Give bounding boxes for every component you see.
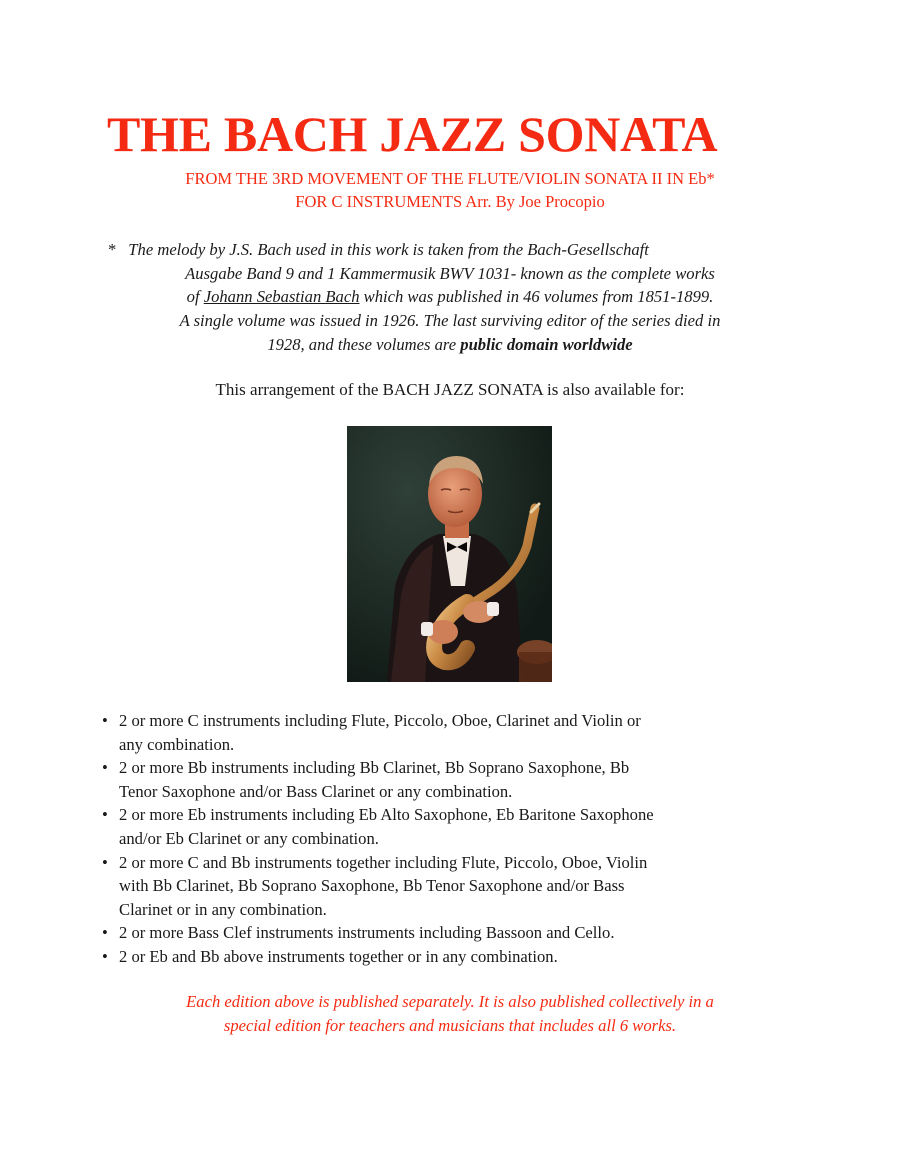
- availability-intro: This arrangement of the BACH JAZZ SONATA is also available for:: [215, 380, 685, 399]
- bullet-marker: •: [102, 758, 108, 778]
- bullet-marker: •: [102, 711, 108, 730]
- bullet-marker: •: [102, 852, 108, 872]
- list-item-line: Clarinet or in any combination.: [119, 899, 327, 919]
- list-item-line: any combination.: [119, 734, 235, 754]
- list-item: [100, 851, 800, 922]
- source-note: [100, 238, 800, 357]
- note-line-3: [100, 285, 800, 309]
- list-item-line: 2 or more C instruments including Flute, Piccolo, Oboe, Clarinet and Violin or: [119, 711, 641, 730]
- list-item-line: Tenor Saxophone and/or Bass Clarinet or any combination.: [119, 781, 513, 801]
- list-item-line: 2 or more C and Bb instruments together including Flute, Piccolo, Oboe, Violin: [119, 852, 648, 872]
- list-item-line: 2 or more Bb instruments including Bb Clarinet, Bb Soprano Saxophone, Bb: [119, 758, 630, 778]
- bullet-marker: •: [102, 946, 108, 966]
- public-domain-emphasis: public domain worldwide: [460, 334, 633, 354]
- note-line-5-prefix: 1928, and these volumes are: [267, 334, 461, 354]
- subtitle-arranger: FOR C INSTRUMENTS Arr. By Joe Procopio: [295, 192, 605, 211]
- saxophonist-photo: [347, 426, 552, 682]
- footer-line-1: Each edition above is published separately. It is also published collectively in a: [186, 992, 714, 1011]
- note-line-3-suffix: which was published in 46 volumes from 1851-1899.: [359, 287, 714, 307]
- note-line-5: [100, 333, 800, 357]
- note-text-1: The melody by J.S. Bach used in this work is taken from the Bach-Gesellschaft: [128, 240, 649, 259]
- list-item: [100, 803, 800, 850]
- bach-name-link[interactable]: Johann Sebastian Bach: [203, 287, 360, 307]
- list-item-line: with Bb Clarinet, Bb Soprano Saxophone, Bb Tenor Saxophone and/or Bass: [119, 876, 625, 896]
- note-line-3-prefix: of: [186, 287, 204, 307]
- note-line-1: [100, 238, 800, 262]
- bullet-marker: •: [102, 923, 108, 943]
- footer-line-2: special edition for teachers and musicians that includes all 6 works.: [223, 1016, 677, 1035]
- list-item: [100, 709, 800, 756]
- list-item-line: 2 or more Bass Clef instruments instruments including Bassoon and Cello.: [119, 923, 615, 943]
- note-line-2: Ausgabe Band 9 and 1 Kammermusik BWV 1031- known as the complete works: [185, 263, 715, 283]
- subtitle-movement: FROM THE 3RD MOVEMENT OF THE FLUTE/VIOLIN SONATA II IN Eb*: [185, 169, 715, 188]
- page-title: THE BACH JAZZ SONATA: [107, 106, 718, 162]
- list-item: [100, 945, 800, 969]
- bullet-marker: •: [102, 805, 108, 825]
- edition-list: [100, 709, 800, 969]
- list-item-line: and/or Eb Clarinet or any combination.: [119, 828, 379, 848]
- list-item-line: 2 or more Eb instruments including Eb Alto Saxophone, Eb Baritone Saxophone: [119, 805, 654, 825]
- list-item: [100, 921, 800, 945]
- list-item-line: 2 or Eb and Bb above instruments together or in any combination.: [119, 946, 558, 966]
- edition-footnote: [100, 990, 800, 1038]
- list-item: [100, 756, 800, 803]
- note-line-4: A single volume was issued in 1926. The last surviving editor of the series died in: [179, 311, 721, 331]
- footnote-asterisk: *: [108, 240, 117, 259]
